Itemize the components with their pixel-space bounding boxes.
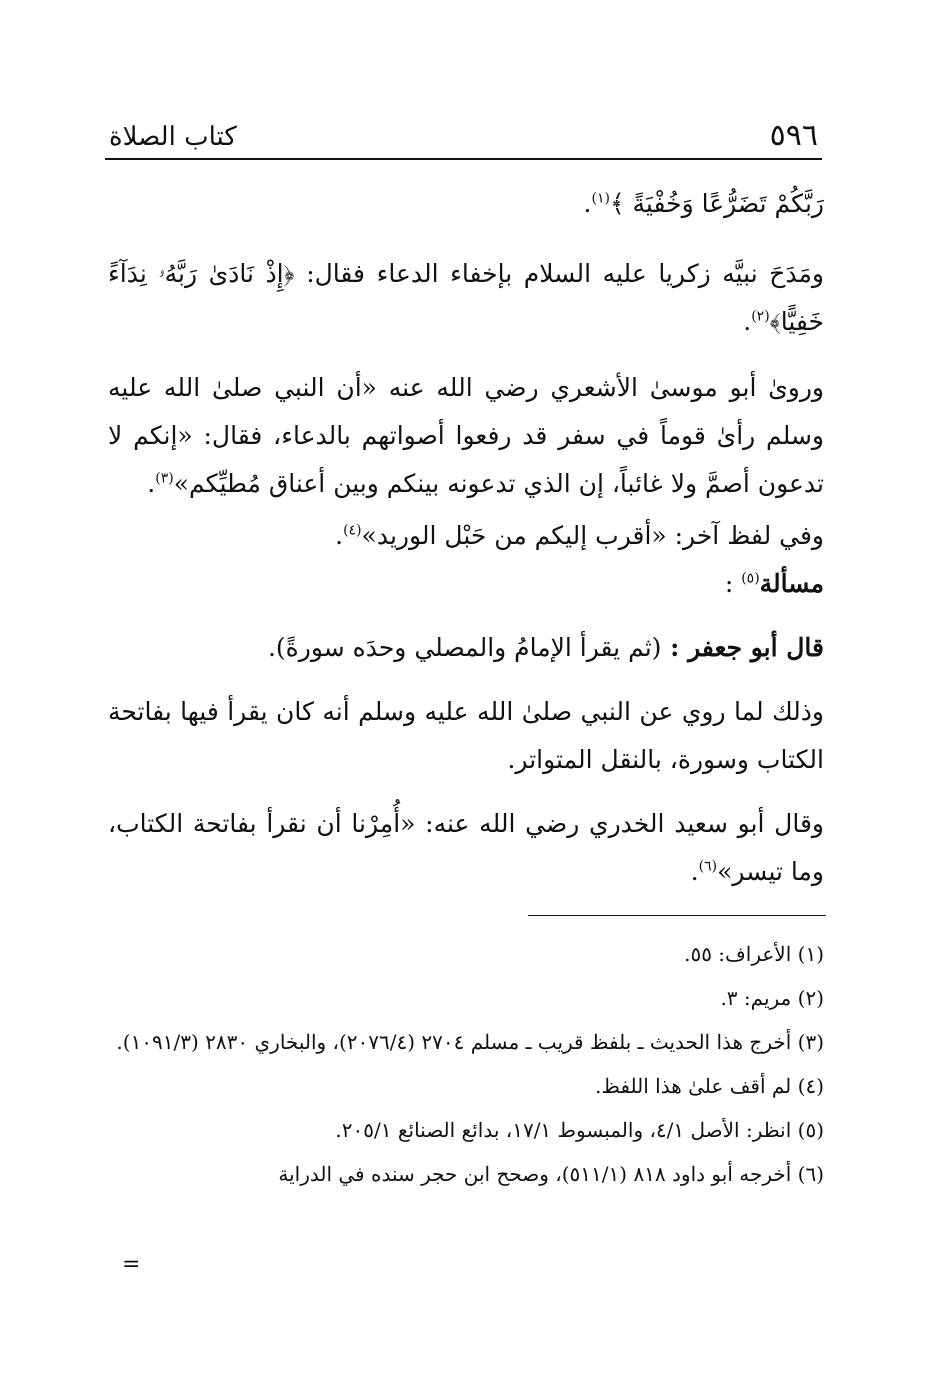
quran-continuation: رَبَّكُمْ تَضَرُّعًا وَخُفْيَةً ﴾$^{(١)}$. bbox=[583, 189, 824, 218]
paragraph-reason: وذلك لما روي عن النبي صلىٰ الله عليه وسلم أنه كان يقرأ فيها بفاتحة الكتاب وسورة، بالنقل المتواتر. bbox=[108, 697, 824, 774]
page-header bbox=[105, 118, 822, 160]
footnote-3: (٣) أخرج هذا الحديث ـ بلفظ قريب ـ مسلم ٢٧٠٤ (٢٠٧٦/٤)، والبخاري ٢٨٣٠ (١٠٩١/٣). bbox=[116, 1030, 824, 1054]
footnote-ref: (٤) bbox=[343, 522, 362, 539]
footnote-ref: (٢) bbox=[751, 308, 770, 325]
running-title: كتاب الصلاة bbox=[109, 122, 237, 152]
footnote-1: (١) الأعراف: ٥٥. bbox=[684, 942, 824, 966]
footnote-separator bbox=[528, 915, 826, 916]
footnote-4: (٤) لم أقف علىٰ هذا اللفظ. bbox=[595, 1074, 824, 1098]
footnotes bbox=[110, 932, 824, 1196]
paragraph-other-wording: وفي لفظ آخر: «أقرب إليكم من حَبْل الوريد»$^{(٤)}$. bbox=[335, 521, 824, 550]
paragraph-abu-said: وقال أبو سعيد الخدري رضي الله عنه: «أُمِرْنا أن نقرأ بفاتحة الكتاب، وما تيسر»$^{(٦)}$. bbox=[108, 809, 824, 886]
footnote-ref: (٦) bbox=[698, 858, 718, 875]
footnote-2: (٢) مريم: ٣. bbox=[720, 986, 824, 1010]
main-text bbox=[108, 180, 824, 896]
footnote-ref: (٥) bbox=[741, 570, 760, 587]
footnote-ref: (١) bbox=[591, 190, 610, 207]
continuation-mark: = bbox=[122, 1252, 141, 1277]
footnote-6: (٦) أخرجه أبو داود ٨١٨ (٥١١/١)، وصحح ابن حجر سنده في الدراية bbox=[278, 1162, 824, 1186]
paragraph-abu-musa: وروىٰ أبو موسىٰ الأشعري رضي الله عنه «أن النبي صلىٰ الله عليه وسلم رأىٰ قوماً في سفر قد رفعوا أصواتهم بالدعاء، فقال: «إنكم لا تدعون أصمَّ ولا غائباً، إن الذي تدعونه بينكم وبين أعناق مُطيِّكم»$^{(٣)}$. bbox=[108, 373, 824, 498]
footnote-5: (٥) انظر: الأصل ٤/١، والمبسوط ١٧/١، بدائع الصنائع ٢٠٥/١. bbox=[335, 1118, 824, 1142]
masala-heading: مسألة$^{(٥)}$ : bbox=[724, 569, 824, 598]
footnote-ref: (٣) bbox=[155, 470, 174, 487]
paragraph-zakariya: ومَدَحَ نبيَّه زكريا عليه السلام بإخفاء الدعاء فقال: ﴿إِذْ نَادَىٰ رَبَّهُۥ نِدَآءً خَفِيًّا﴾$^{(٢)}$. bbox=[108, 259, 824, 336]
abu-jafar-statement: قال أبو جعفر : (ثم يقرأ الإمامُ والمصلي وحدَه سورةً). bbox=[267, 633, 824, 662]
page-number: ٥٩٦ bbox=[769, 118, 818, 153]
